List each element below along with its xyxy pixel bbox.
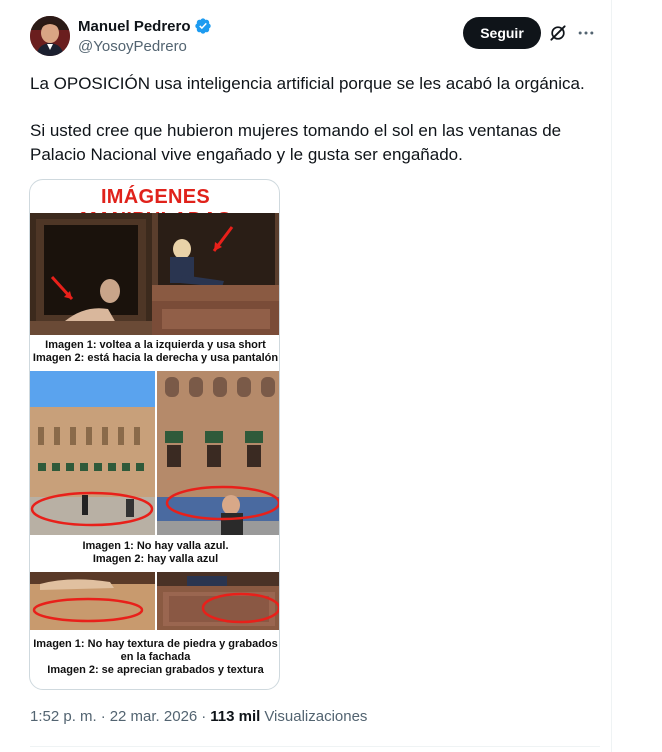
caption-2-line-2: Imagen 2: hay valla azul: [92, 553, 219, 565]
follow-button[interactable]: Seguir: [463, 17, 541, 49]
caption-3-line-2: en la fachada: [120, 651, 191, 663]
caption-3-line-1: Imagen 1: No hay textura de piedra y grabados: [33, 638, 278, 650]
photo-plaza-1: [30, 371, 155, 535]
views-count: 113 mil: [210, 708, 261, 725]
caption-3-line-3: Imagen 2: se aprecian grabados y textura: [47, 664, 264, 676]
photo-ledge-1: [30, 572, 155, 630]
caption-2: [30, 540, 280, 566]
caption-1: [30, 339, 280, 365]
tweet-footer-meta: [30, 708, 367, 725]
caption-1-line-1: Imagen 1: voltea a la izquierda y usa short: [45, 339, 266, 351]
bottom-divider: [30, 746, 600, 747]
tweet-media-image[interactable]: [29, 179, 280, 690]
caption-1-line-2: Imagen 2: está hacia la derecha y usa pantalón: [32, 352, 279, 364]
display-name[interactable]: Manuel Pedrero: [78, 17, 191, 35]
grok-icon[interactable]: [548, 23, 568, 43]
photo-window-1: [30, 213, 152, 335]
verified-badge-icon[interactable]: [194, 17, 212, 35]
media-title: IMÁGENES: [100, 186, 211, 208]
author-names: [78, 16, 212, 55]
tweet-time[interactable]: 1:52 p. m.: [30, 708, 97, 725]
photo-window-2: [152, 213, 280, 335]
photo-plaza-2: [157, 371, 280, 535]
caption-3: [30, 638, 280, 677]
tweet-text: [30, 72, 620, 167]
caption-2-line-1: Imagen 1: No hay valla azul.: [82, 540, 229, 552]
handle[interactable]: @YosoyPedrero: [78, 38, 187, 55]
photo-ledge-2: [157, 572, 280, 630]
tweet-header: [30, 16, 600, 60]
tweet-paragraph-2: Si usted cree que hubieron mujeres tomando el sol en las ventanas de Palacio Nacional vive engañado y le gusta ser engañado.: [30, 121, 562, 164]
avatar[interactable]: [30, 16, 70, 56]
separator-dot: ·: [100, 708, 106, 725]
tweet-date[interactable]: 22 mar. 2026: [109, 708, 198, 725]
views-label: Visualizaciones: [264, 708, 368, 725]
separator-dot-2: ·: [201, 708, 207, 725]
tweet-paragraph-1: La OPOSICIÓN usa inteligencia artificial porque se les acabó la orgánica.: [30, 74, 585, 93]
more-icon[interactable]: [576, 23, 596, 43]
